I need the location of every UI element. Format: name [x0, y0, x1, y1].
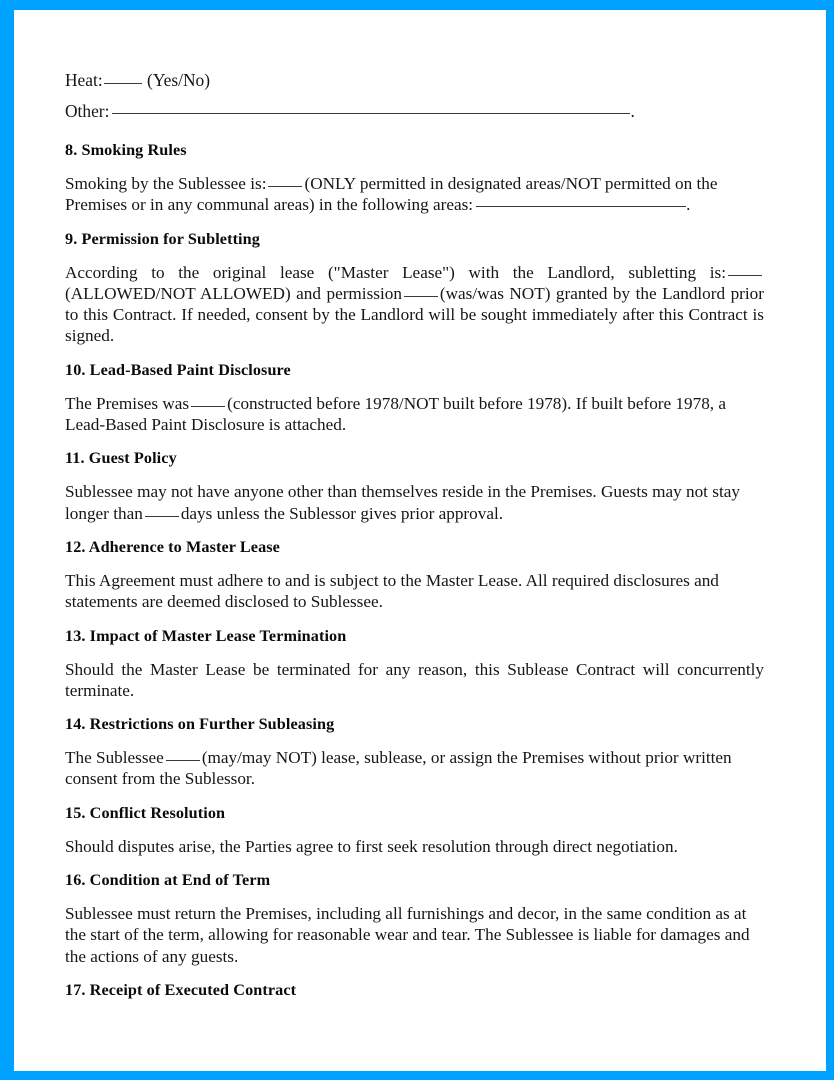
- body-section-8-mid: (ONLY permitted in designated areas/NOT permitted on the Premises or in any communal areas) in the following areas:: [65, 174, 718, 215]
- field-other-blank[interactable]: [112, 113, 630, 114]
- spacer: [65, 613, 764, 627]
- spacer: [65, 734, 764, 747]
- body-section-13: Should the Master Lease be terminated for any reason, this Sublease Contract will concurrently terminate.: [65, 659, 764, 700]
- spacer: [65, 347, 764, 361]
- heading-section-16: 16. Condition at End of Term: [65, 871, 271, 890]
- spacer: [65, 557, 764, 570]
- body-section-11-b: days unless the Sublessor gives prior approval.: [180, 503, 504, 523]
- body-section-9-line2b: (was/was NOT) granted by the Landlord prior to this Contract. If needed, consent by the Landlord will be sought immediately after this Contract is signed.: [65, 283, 764, 346]
- body-section-8-prefix: Smoking by the Sublessee is:: [65, 174, 267, 193]
- smoking-areas-blank[interactable]: [476, 206, 686, 207]
- body-section-10: [65, 393, 764, 436]
- permission-blank[interactable]: [404, 296, 438, 297]
- field-other-label: Other:: [65, 101, 110, 121]
- spacer: [65, 701, 764, 715]
- field-heat-row: [65, 65, 764, 96]
- heading-section-11: 11. Guest Policy: [65, 449, 177, 468]
- spacer: [65, 468, 764, 481]
- body-section-8-suffix: .: [686, 195, 691, 215]
- spacer: [65, 857, 764, 871]
- document-content: [65, 65, 764, 1000]
- heading-section-17: 17. Receipt of Executed Contract: [65, 980, 297, 999]
- heading-section-13: 13. Impact of Master Lease Termination: [65, 626, 347, 645]
- spacer: [65, 967, 764, 981]
- body-section-15: Should disputes arise, the Parties agree to first seek resolution through direct negotiation.: [65, 836, 678, 856]
- spacer: [65, 823, 764, 836]
- spacer: [65, 790, 764, 804]
- body-section-11-a: Sublessee may not have anyone other than themselves reside in the Premises. Guests may not stay longer than: [65, 482, 740, 523]
- premises-built-blank[interactable]: [191, 406, 225, 407]
- spacer: [65, 524, 764, 538]
- spacer: [65, 646, 764, 659]
- smoking-blank[interactable]: [268, 186, 302, 187]
- field-heat-options: (Yes/No): [147, 70, 211, 90]
- heading-section-15: 15. Conflict Resolution: [65, 803, 226, 822]
- guest-days-blank[interactable]: [145, 516, 179, 517]
- heading-section-8: 8. Smoking Rules: [65, 141, 187, 159]
- spacer: [65, 160, 764, 173]
- body-section-14-b: (may/may NOT) lease, sublease, or assign the Premises without prior written consent from the Sublessor.: [65, 748, 732, 789]
- body-section-9-line1: According to the original lease ("Master Lease") with the Landlord, subletting is:: [65, 262, 726, 282]
- spacer: [65, 380, 764, 393]
- body-section-9: [65, 262, 764, 347]
- field-other-row: [65, 96, 764, 127]
- heading-section-12: 12. Adherence to Master Lease: [65, 537, 280, 556]
- spacer: [65, 890, 764, 903]
- page-sheet: [14, 10, 826, 1071]
- spacer: [65, 127, 764, 141]
- body-section-12: This Agreement must adhere to and is subject to the Master Lease. All required disclosures and statements are deemed disclosed to Sublessee.: [65, 570, 719, 612]
- field-heat-blank[interactable]: [104, 83, 142, 84]
- field-other-terminator: .: [630, 101, 635, 121]
- spacer: [65, 435, 764, 449]
- spacer: [65, 249, 764, 262]
- body-section-16: Sublessee must return the Premises, including all furnishings and decor, in the same condition as at the start of the term, allowing for reasonable wear and tear. The Sublessee is liable for damages and the actions of any guests.: [65, 904, 750, 966]
- sublease-permission-blank[interactable]: [166, 760, 200, 761]
- field-heat-label: Heat:: [65, 70, 103, 90]
- heading-section-10: 10. Lead-Based Paint Disclosure: [65, 360, 291, 379]
- body-section-8: [65, 173, 764, 216]
- body-section-14-a: The Sublessee: [65, 748, 164, 768]
- heading-section-9: 9. Permission for Subletting: [65, 229, 260, 248]
- body-section-9-line2a: (ALLOWED/NOT ALLOWED) and permission: [65, 283, 402, 303]
- spacer: [65, 216, 764, 230]
- body-section-14: [65, 747, 764, 790]
- subletting-blank[interactable]: [728, 275, 762, 276]
- body-section-11: [65, 481, 764, 524]
- body-section-10-b: (constructed before 1978/NOT built before 1978). If built before 1978, a Lead-Based Paint Disclosure is attached.: [65, 393, 727, 435]
- body-section-10-a: The Premises was: [65, 393, 190, 413]
- heading-section-14: 14. Restrictions on Further Subleasing: [65, 715, 335, 734]
